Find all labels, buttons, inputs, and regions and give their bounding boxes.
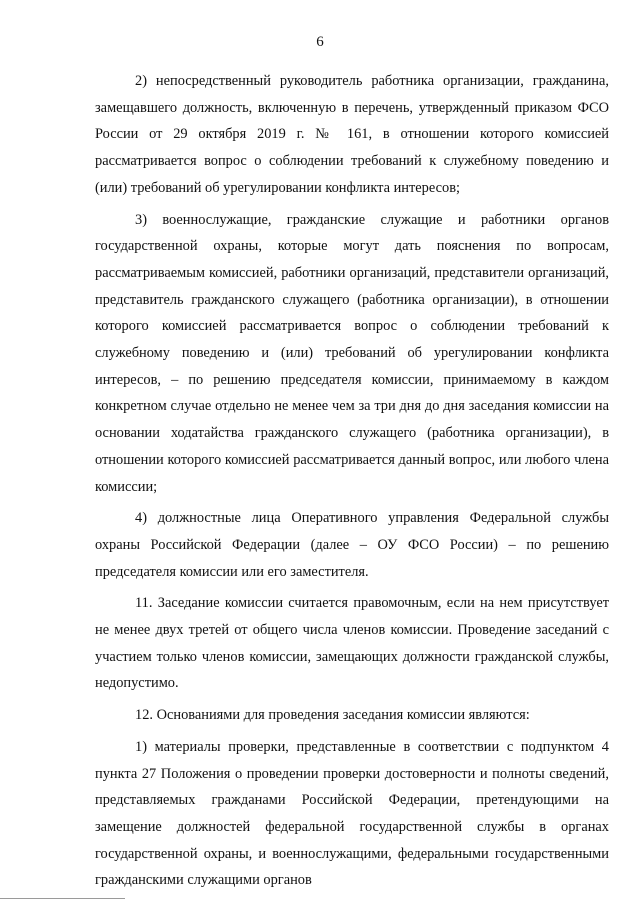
paragraph-clause-12-item-1: 1) материалы проверки, представленные в соответствии с подпунктом 4 пункта 27 Положения о проведении проверки достоверности и полноты сведений, представляемых гражданами Российской Федерации, претендующими на замещение должностей федеральной государственной службы в органах государственной охраны, и военнослужащими, федеральными государственными гражданскими служащими органов xyxy=(95,738,609,889)
paragraph-item-2: 2) непосредственный руководитель работника организации, гражданина, замещавшего должность, включенную в перечень, утвержденный приказом ФСО России от 29 октября 2019 г. № 161, в отношении которого комиссией рассматривается вопрос о соблюдении требований к служебному поведению и (или) требований об урегулировании конфликта интересов; xyxy=(95,73,609,196)
paragraph-clause-12: 12. Основаниями для проведения заседания комиссии являются: xyxy=(135,707,530,724)
bottom-divider xyxy=(0,898,125,899)
page-number: 6 xyxy=(316,34,324,50)
paragraph-clause-11: 11. Заседание комиссии считается правомочным, если на нем присутствует не менее двух третей от общего числа членов комиссии. Проведение заседаний с участием только членов комиссии, замещающих должности гражданской службы, недопустимо. xyxy=(95,595,609,692)
paragraph-item-4: 4) должностные лица Оперативного управления Федеральной службы охраны Российской Федерации (далее – ОУ ФСО России) – по решению председателя комиссии или его заместителя. xyxy=(95,510,609,580)
document-body xyxy=(95,68,609,894)
paragraph-item-3: 3) военнослужащие, гражданские служащие и работники органов государственной охраны, которые могут дать пояснения по вопросам, рассматриваемым комиссией, работники организаций, представители организаций, представитель гражданского служащего (работника организации), в отношении которого комиссией рассматривается вопрос о соблюдении требований к служебному поведению и (или) требований об урегулировании конфликта интересов, – по решению председателя комиссии, принимаемому в каждом конкретном случае отдельно не менее чем за три дня до дня заседания комиссии на основании ходатайства гражданского служащего (работника организации), в отношении которого комиссией рассматривается данный вопрос, или любого члена комиссии; xyxy=(95,211,609,495)
